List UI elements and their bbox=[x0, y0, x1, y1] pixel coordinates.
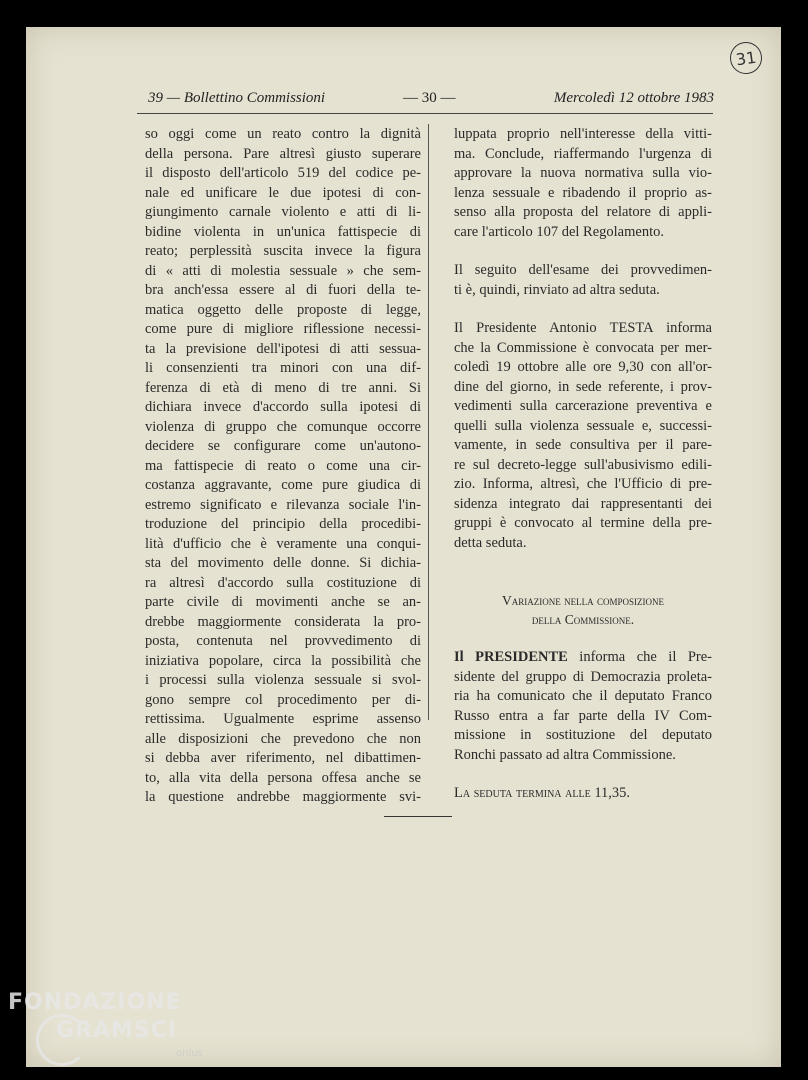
president-name: Il PRESIDENTE bbox=[454, 649, 568, 665]
text-line: li consenzienti tra minori con una dif- bbox=[145, 360, 421, 376]
text-line: come pure di migliore riflessione necessi- bbox=[145, 321, 421, 337]
text-line: approvare la nuova normativa sulla vio- bbox=[454, 165, 712, 181]
text-line: posta, contenuta nel provvedimento di bbox=[145, 633, 421, 649]
text-line: ma fattispecie di reato o come una cir- bbox=[145, 457, 421, 474]
text-line: so oggi come un reato contro la dignità bbox=[145, 126, 421, 142]
text-line: quelli sulla violenza sessuale e, successi- bbox=[454, 417, 712, 434]
text-line: rettissima. Ugualmente esprime assenso bbox=[145, 711, 421, 727]
header-page-number: — 30 — bbox=[403, 90, 456, 106]
text-line: che la Commissione è convocata per mer- bbox=[454, 339, 712, 356]
text-line: care l'articolo 107 del Regolamento. bbox=[454, 223, 664, 240]
text-line: violenza di gruppo che comunque occorre bbox=[145, 418, 421, 435]
text-line: sidenza integrato dai rappresentanti dei bbox=[454, 495, 712, 512]
text-line: troduzione del principio della procedibi- bbox=[145, 516, 421, 532]
text-line: giungimento carnale violento e atti di li- bbox=[145, 204, 421, 220]
running-header bbox=[148, 90, 714, 112]
text-line: iniziativa popolare, circa la possibilità che bbox=[145, 652, 421, 669]
text-line: luppata proprio nell'interesse della vitti- bbox=[454, 126, 712, 142]
text-line: sta del movimento delle donne. Si dichia- bbox=[145, 555, 421, 571]
text-line: ferenza di età di meno di tre anni. Si bbox=[145, 379, 421, 396]
text-line: gono sempre col procedimento per di- bbox=[145, 691, 421, 708]
text-line: alle disposizioni che prevedono che non bbox=[145, 730, 421, 747]
text-line: vedimenti sulla carcerazione preventiva e bbox=[454, 398, 712, 414]
text-line: della persona. Pare altresì giusto superare bbox=[145, 145, 421, 162]
text-line: vamente, in sede consultiva per il pare- bbox=[454, 437, 712, 453]
end-rule bbox=[384, 816, 452, 817]
text-line: ria ha comunicato che il deputato Franco bbox=[454, 688, 712, 704]
text-line: to, alla vita della persona offesa anche se bbox=[145, 769, 421, 786]
paragraph-composition-change bbox=[454, 648, 712, 765]
paragraph-convocation bbox=[454, 319, 712, 553]
right-column bbox=[454, 125, 712, 804]
text-line: dichiara invece d'accordo sulla ipotesi di bbox=[145, 399, 421, 415]
text-line: missione in sostituzione del deputato bbox=[454, 727, 712, 743]
header-rule bbox=[137, 113, 713, 114]
text-line: Russo entra a far parte della IV Com- bbox=[454, 707, 712, 724]
text-line: lità d'ufficio che è veramente una conqui- bbox=[145, 535, 421, 552]
text-line: estremo significato e rilevanza sociale l'in- bbox=[145, 496, 421, 513]
paragraph-postponement bbox=[454, 261, 712, 300]
section-title-line2: della Commissione. bbox=[531, 612, 635, 627]
text-line: bra anch'essa essere al di fuori della te- bbox=[145, 282, 421, 298]
text-line: Il Presidente Antonio TESTA informa bbox=[454, 320, 712, 336]
text-line: si debba aver riferimento, nel dibattimen- bbox=[145, 750, 421, 766]
left-column bbox=[145, 125, 421, 808]
text-line: gruppi è convocato al termine della pre- bbox=[454, 515, 712, 531]
paragraph-conclusion bbox=[454, 125, 712, 242]
text-line: matica oggetto delle proposte di legge, bbox=[145, 301, 421, 318]
text-line: nale ed unificare le due ipotesi di con- bbox=[145, 184, 421, 201]
text-line: il disposto dell'articolo 519 del codice pe- bbox=[145, 165, 421, 181]
text-line: Il seguito dell'esame dei provvedimen- bbox=[454, 262, 712, 278]
text-line: dine del giorno, in sede referente, i prov- bbox=[454, 378, 712, 395]
text-line: ta la previsione dell'ipotesi di atti sessua- bbox=[145, 340, 421, 357]
header-date: Mercoledì 12 ottobre 1983 bbox=[553, 90, 714, 106]
text-line: senso alla proposta del relatore di appli- bbox=[454, 204, 712, 220]
text-line: di « atti di molestia sessuale » che sem- bbox=[145, 262, 421, 279]
text-line: ti è, quindi, rinviato ad altra seduta. bbox=[454, 281, 660, 298]
header-publication: 39 — Bollettino Commissioni bbox=[148, 90, 326, 106]
column-divider bbox=[428, 124, 429, 720]
text-line: re sul decreto-legge sull'abusivismo edili- bbox=[454, 456, 712, 473]
text-line: parte civile di movimenti anche se an- bbox=[145, 594, 421, 610]
text-line: coledì 19 ottobre alle ore 9,30 con all'or- bbox=[454, 359, 712, 375]
text-line: sidente del gruppo di Democrazia proleta- bbox=[454, 668, 712, 685]
text-line: i processi sulla violenza sessuale si svol- bbox=[145, 672, 421, 688]
text-line: costanza aggravante, come pure giudica di bbox=[145, 477, 421, 493]
text-line: ma. Conclude, riaffermando l'urgenza di bbox=[454, 145, 712, 162]
handwritten-page-number: 31 bbox=[728, 40, 764, 76]
text-line: bidine violenta in un'unica fattispecie di bbox=[145, 223, 421, 240]
session-end-line: La seduta termina alle 11,35. bbox=[454, 785, 631, 801]
text-line: Il PRESIDENTE informa che il Pre- bbox=[454, 649, 712, 665]
text-line: la questione andrebbe maggiormente svi- bbox=[145, 789, 421, 805]
text-line: drebbe maggiormente considerata la pro- bbox=[145, 613, 421, 630]
section-title-line1: Variazione nella composizione bbox=[502, 593, 664, 608]
fondazione-gramsci-watermark: FONDAZIONE GRAMSCI onlus bbox=[8, 990, 208, 1070]
text-line: detta seduta. bbox=[454, 534, 527, 551]
text-line: Ronchi passato ad altra Commissione. bbox=[454, 746, 676, 763]
text-line: decidere se configurare come un'autono- bbox=[145, 438, 421, 454]
text-line: ra altresì d'accordo sulla costituzione di bbox=[145, 574, 421, 591]
text-line: reato; perplessità suscita invece la figura bbox=[145, 243, 421, 259]
text-line: lenza sessuale e ribadendo il proprio as- bbox=[454, 184, 712, 201]
text-line: zio. Informa, altresì, che l'Ufficio di pre- bbox=[454, 476, 712, 492]
